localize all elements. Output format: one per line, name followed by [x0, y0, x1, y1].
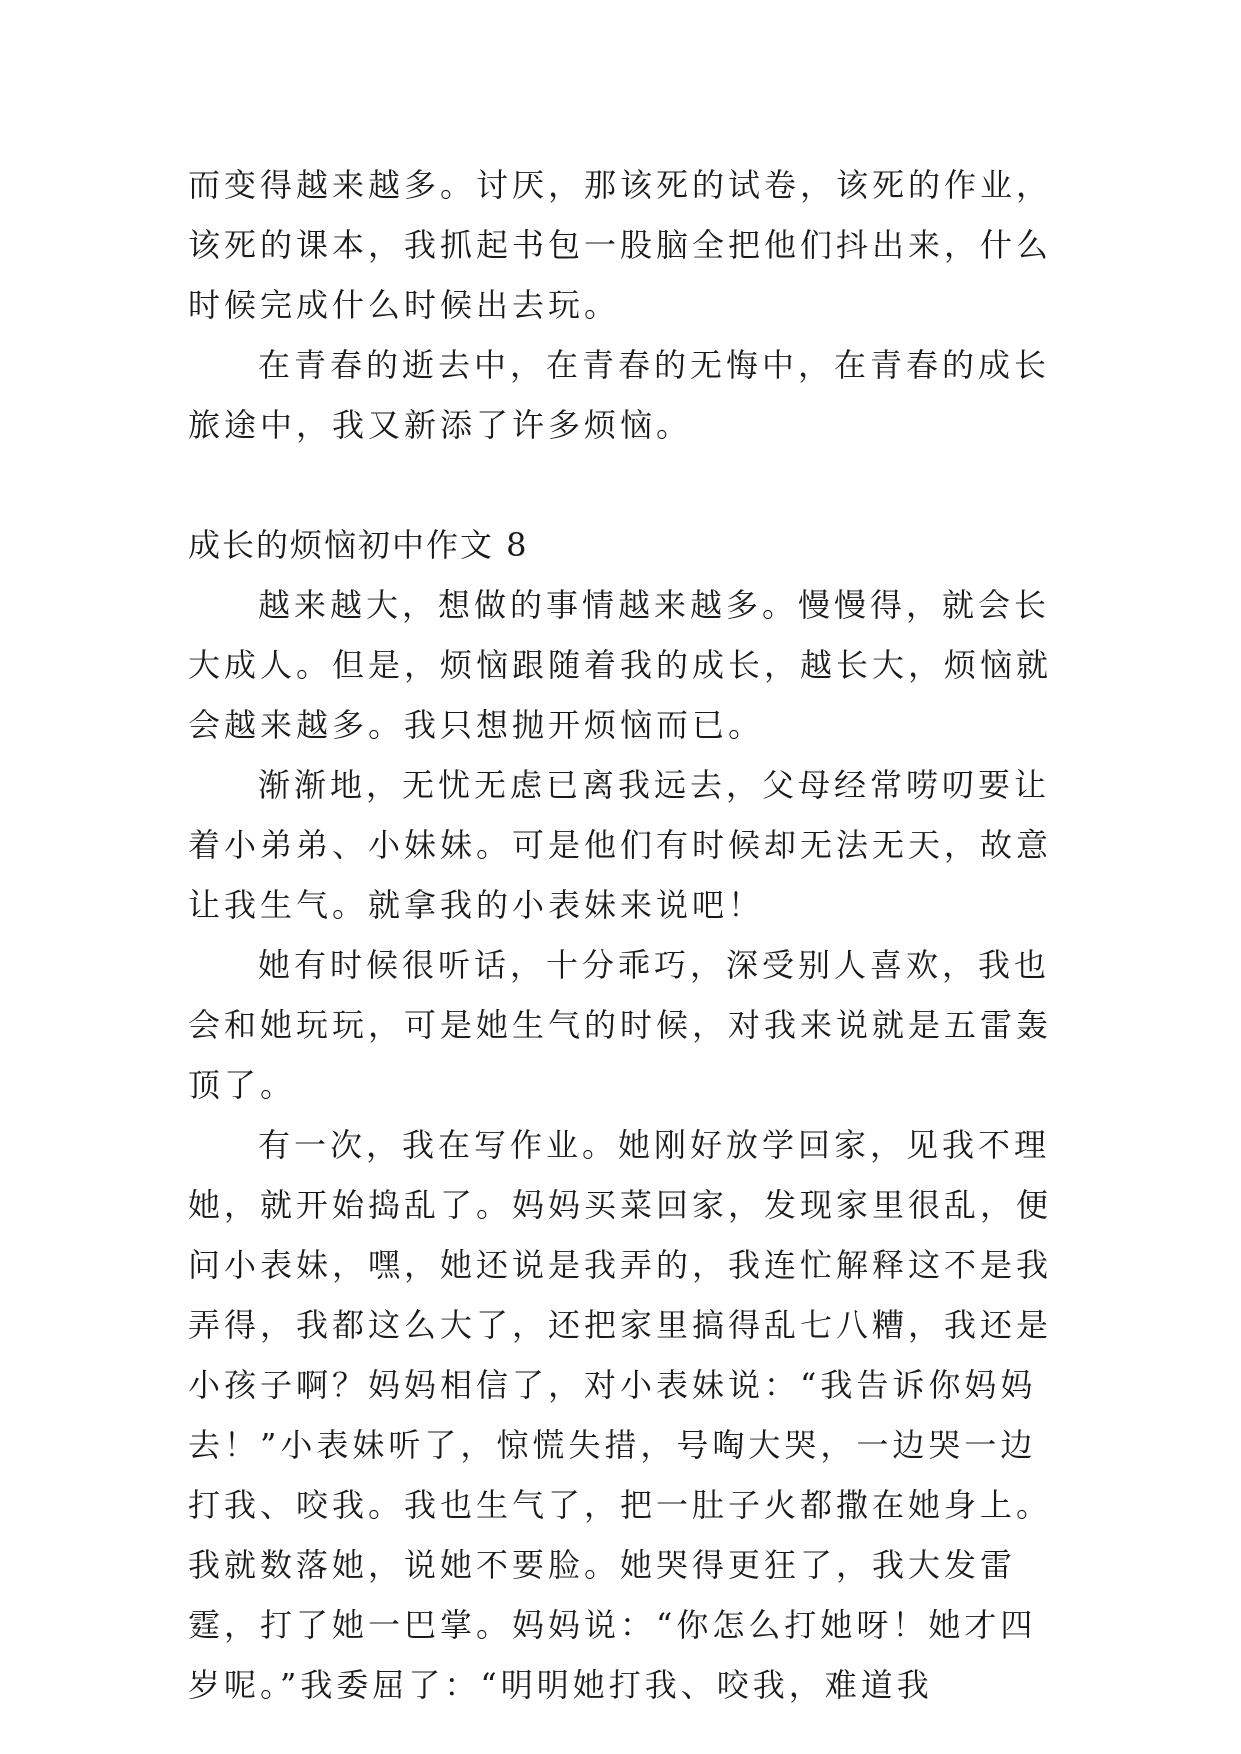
paragraph: 而变得越来越多。讨厌，那该死的试卷，该死的作业，该死的课本，我抓起书包一股脑全把他们抖出来，什么时候完成什么时候出去玩。 — [188, 166, 1053, 324]
section-title: 成长的烦恼初中作文 8 — [188, 526, 529, 564]
document-body — [188, 155, 1053, 1715]
paragraph: 有一次，我在写作业。她刚好放学回家，见我不理她，就开始捣乱了。妈妈买菜回家，发现家里很乱，便问小表妹，嘿，她还说是我弄的，我连忙解释这不是我弄得，我都这么大了，还把家里搞得乱七八糟，我还是小孩子啊？妈妈相信了，对小表妹说：“我告诉你妈妈去！”小表妹听了，惊慌失措，号啕大哭，一边哭一边打我、咬我。我也生气了，把一肚子火都撒在她身上。我就数落她，说她不要脸。她哭得更狂了，我大发雷霆，打了她一巴掌。妈妈说：“你怎么打她呀！她才四岁呢。”我委屈了：“明明她打我、咬我，难道我 — [188, 1126, 1053, 1704]
paragraph: 她有时候很听话，十分乖巧，深受别人喜欢，我也会和她玩玩，可是她生气的时候，对我来说就是五雷轰顶了。 — [188, 946, 1053, 1104]
paragraph: 在青春的逝去中，在青春的无悔中，在青春的成长旅途中，我又新添了许多烦恼。 — [188, 346, 1051, 444]
paragraph: 越来越大，想做的事情越来越多。慢慢得，就会长大成人。但是，烦恼跟随着我的成长，越长大，烦恼就会越来越多。我只想抛开烦恼而已。 — [188, 586, 1053, 744]
paragraph: 渐渐地，无忧无虑已离我远去，父母经常唠叨要让着小弟弟、小妹妹。可是他们有时候却无法无天，故意让我生气。就拿我的小表妹来说吧！ — [188, 766, 1053, 924]
